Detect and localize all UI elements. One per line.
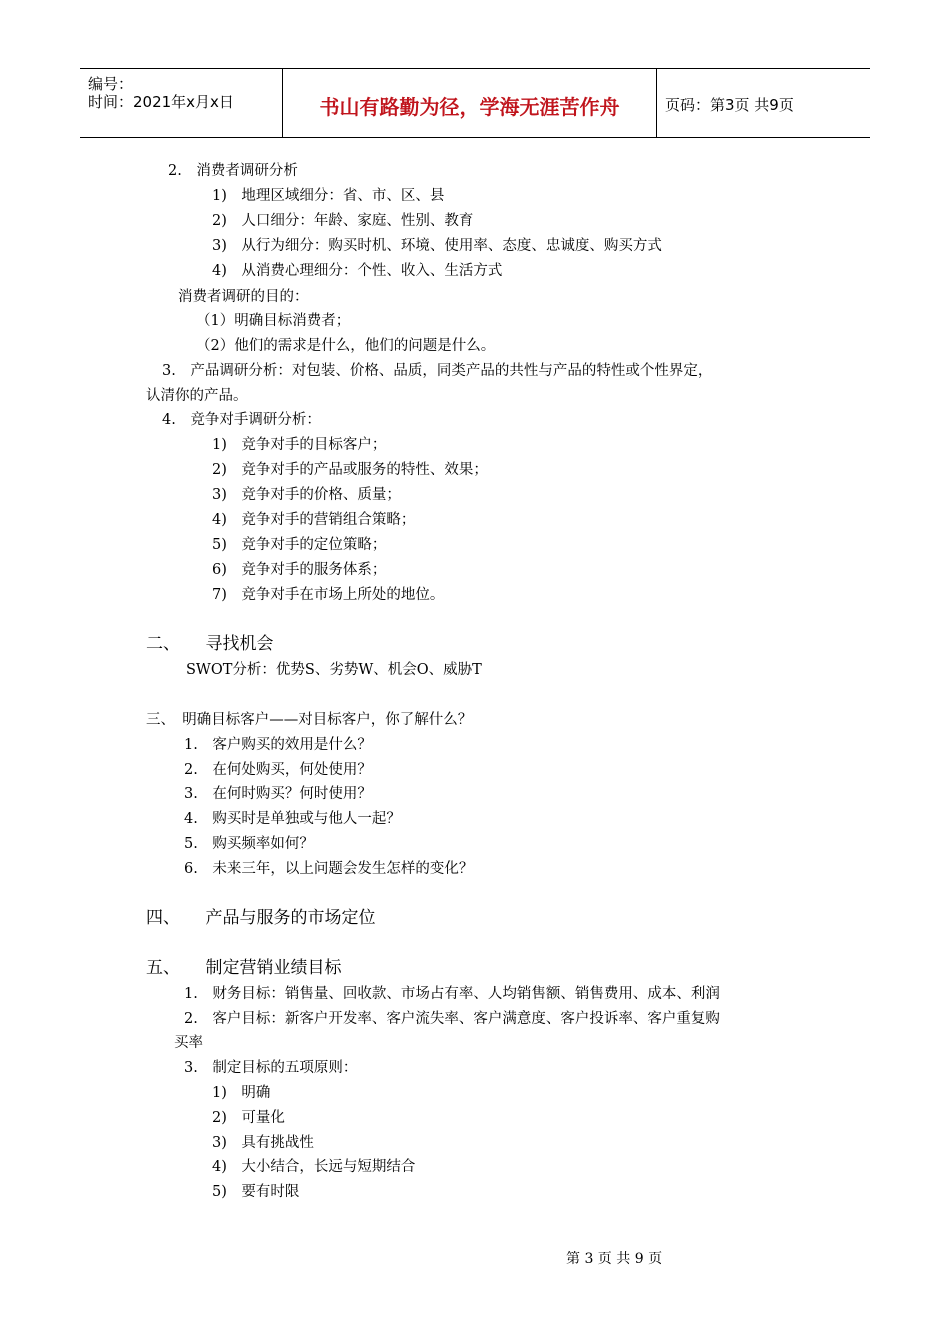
paragraph: 消费者调研的目的： [178, 289, 309, 305]
sub-item: 5) 竞争对手的定位策略； [212, 537, 387, 553]
sub-item: 1) 竞争对手的目标客户； [212, 437, 387, 453]
section-heading: 四、 产品与服务的市场定位 [146, 908, 376, 928]
document-number-label: 编号： [88, 75, 134, 93]
list-item: 1. 客户购买的效用是什么？ [184, 737, 372, 753]
header-motto-cell [283, 69, 657, 137]
sub-item: 6) 竞争对手的服务体系； [212, 562, 387, 578]
sub-item: 1) 地理区域细分：省、市、区、县 [212, 188, 445, 204]
section-item: 2. 消费者调研分析 [168, 163, 298, 179]
section-item: 3. 产品调研分析：对包装、价格、品质，同类产品的共性与产品的特性或个性界定， [162, 363, 713, 379]
document-time-label: 时间：2021年x月x日 [88, 93, 234, 111]
section-heading: 三、 明确目标客户——对目标客户，你了解什么？ [146, 712, 473, 728]
list-item: 3. 制定目标的五项原则： [184, 1060, 358, 1076]
sub-item: 1) 明确 [212, 1085, 271, 1101]
paragraph: SWOT分析：优势S、劣势W、机会O、威胁T [186, 662, 482, 678]
sub-item: 2) 可量化 [212, 1110, 285, 1126]
page-footer: 第 3 页 共 9 页 [566, 1251, 663, 1267]
sub-item: 4) 大小结合，长远与短期结合 [212, 1159, 416, 1175]
sub-item: （1）明确目标消费者； [196, 313, 351, 329]
section-heading: 二、 寻找机会 [146, 634, 274, 654]
paragraph-continuation: 认清你的产品。 [146, 388, 248, 404]
list-item: 4. 购买时是单独或与他人一起？ [184, 811, 401, 827]
sub-item: 7) 竞争对手在市场上所处的地位。 [212, 587, 445, 603]
sub-item: 4) 竞争对手的营销组合策略； [212, 512, 416, 528]
section-item: 4. 竞争对手调研分析： [162, 412, 321, 428]
header-meta-cell [80, 69, 283, 137]
sub-item: （2）他们的需求是什么，他们的问题是什么。 [196, 338, 496, 354]
header-page-cell [657, 69, 870, 137]
header-motto: 书山有路勤为径，学海无涯苦作舟 [319, 95, 620, 119]
sub-item: 5) 要有时限 [212, 1184, 300, 1200]
header-page-indicator: 页码：第3页 共9页 [665, 96, 794, 114]
sub-item: 3) 具有挑战性 [212, 1135, 314, 1151]
section-heading: 五、 制定营销业绩目标 [146, 958, 342, 978]
list-item: 5. 购买频率如何？ [184, 836, 314, 852]
list-item: 2. 客户目标：新客户开发率、客户流失率、客户满意度、客户投诉率、客户重复购 [184, 1011, 720, 1027]
sub-item: 3) 竞争对手的价格、质量； [212, 487, 401, 503]
paragraph-continuation: 买率 [174, 1035, 203, 1051]
sub-item: 2) 人口细分：年龄、家庭、性别、教育 [212, 213, 474, 229]
sub-item: 2) 竞争对手的产品或服务的特性、效果； [212, 462, 488, 478]
page-header [80, 68, 870, 138]
list-item: 1. 财务目标：销售量、回收款、市场占有率、人均销售额、销售费用、成本、利润 [184, 986, 720, 1002]
list-item: 3. 在何时购买？何时使用？ [184, 786, 372, 802]
sub-item: 3) 从行为细分：购买时机、环境、使用率、态度、忠诚度、购买方式 [212, 238, 662, 254]
list-item: 2. 在何处购买，何处使用？ [184, 762, 372, 778]
sub-item: 4) 从消费心理细分：个性、收入、生活方式 [212, 263, 503, 279]
list-item: 6. 未来三年，以上问题会发生怎样的变化？ [184, 861, 474, 877]
